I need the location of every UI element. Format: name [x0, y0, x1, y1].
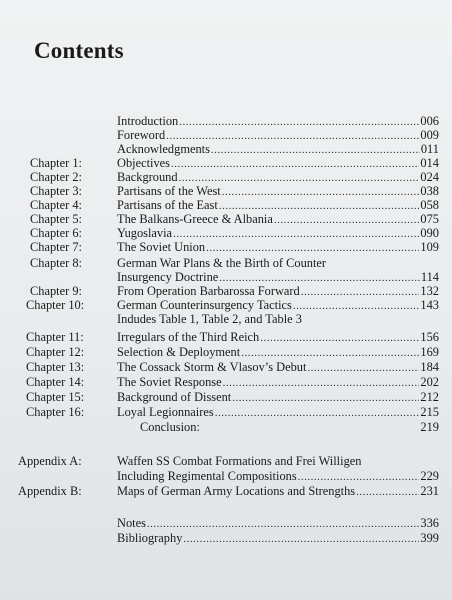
toc-page: 090 — [420, 226, 439, 240]
toc-title: Waffen SS Combat Formations and Frei Willigen — [117, 454, 362, 468]
toc-row-chapter — [0, 226, 452, 241]
chapter-label: Chapter 13: — [26, 360, 85, 374]
toc-title: Bibliography — [117, 531, 183, 545]
toc-title: Including Regimental Compositions — [117, 469, 297, 483]
toc-page: 229 — [420, 469, 439, 483]
toc-page: 336 — [420, 516, 439, 530]
appendix-label: Appendix A: — [18, 454, 82, 468]
toc-row-chapter — [0, 298, 452, 313]
toc-page: 212 — [420, 390, 439, 404]
chapter-label: Chapter 2: — [30, 170, 82, 184]
toc-row-foreword — [0, 128, 452, 143]
toc-title: Insurgency Doctrine — [117, 270, 219, 284]
toc-row-chapter — [0, 360, 452, 375]
toc-page: 156 — [420, 330, 439, 344]
toc-title: German War Plans & the Birth of Counter — [117, 256, 327, 270]
toc-title: German Counterinsurgency Tactics — [117, 298, 292, 312]
toc-title: Acknowledgments — [117, 142, 210, 156]
chapter-label: Chapter 8: — [30, 256, 82, 270]
toc-page: 006 — [420, 114, 439, 128]
toc-page: 058 — [420, 198, 439, 212]
toc-title: Objectives — [117, 156, 170, 170]
toc-title: The Soviet Union — [117, 240, 206, 254]
appendix-label: Appendix B: — [18, 484, 82, 498]
toc-page: 169 — [420, 345, 439, 359]
toc-title: The Balkans-Greece & Albania — [117, 212, 273, 226]
toc-title: The Soviet Response — [117, 375, 222, 389]
toc-row-chapter — [0, 375, 452, 390]
toc-title: Partisans of the East — [117, 198, 218, 212]
toc-row-chapter — [0, 284, 452, 299]
toc-row-bibliography — [0, 531, 452, 546]
toc-page: 011 — [420, 142, 439, 156]
toc-title: Conclusion: — [140, 420, 200, 434]
toc-title: Maps of German Army Locations and Strengths — [117, 484, 356, 498]
chapter-label: Chapter 1: — [30, 156, 82, 170]
toc-page: 024 — [420, 170, 439, 184]
toc-row-appendix-continued — [0, 469, 452, 484]
page-title: Contents — [34, 38, 124, 63]
toc-title: Loyal Legionnaires — [117, 405, 214, 419]
toc-row-note — [0, 312, 452, 327]
chapter-label: Chapter 3: — [30, 184, 82, 198]
toc-row-chapter — [0, 184, 452, 199]
toc-page: 132 — [420, 284, 439, 298]
toc-row-chapter — [0, 345, 452, 360]
toc-page: 014 — [420, 156, 439, 170]
toc-page: 399 — [420, 531, 439, 545]
toc-title: Introduction — [117, 114, 179, 128]
chapter-label: Chapter 5: — [30, 212, 82, 226]
toc-row-notes — [0, 516, 452, 531]
chapter-label: Chapter 9: — [30, 284, 82, 298]
chapter-label: Chapter 11: — [26, 330, 84, 344]
chapter-label: Chapter 6: — [30, 226, 82, 240]
toc-title: Yugoslavia — [117, 226, 173, 240]
toc-title: The Cossack Storm & Vlasov’s Debut — [117, 360, 307, 374]
chapter-label: Chapter 14: — [26, 375, 85, 389]
toc-title: From Operation Barbarossa Forward — [117, 284, 300, 298]
chapter-label: Chapter 16: — [26, 405, 85, 419]
toc-page: 202 — [420, 375, 439, 389]
toc-page: 075 — [420, 212, 439, 226]
toc-row-appendix — [0, 454, 452, 469]
toc-row-chapter — [0, 330, 452, 345]
toc-title: Foreword — [117, 128, 166, 142]
chapter-label: Chapter 10: — [26, 298, 85, 312]
toc-row-chapter — [0, 240, 452, 255]
toc-page: 231 — [420, 484, 439, 498]
toc-row-chapter — [0, 156, 452, 171]
toc-title: Background — [117, 170, 178, 184]
toc-page: 143 — [420, 298, 439, 312]
toc-row-chapter — [0, 212, 452, 227]
toc-row-chapter — [0, 390, 452, 405]
toc-row-chapter — [0, 405, 452, 420]
toc-page: 038 — [420, 184, 439, 198]
toc-title: Partisans of the West — [117, 184, 221, 198]
toc-row-chapter — [0, 256, 452, 271]
toc-title: Selection & Deployment — [117, 345, 241, 359]
chapter-label: Chapter 4: — [30, 198, 82, 212]
toc-row-chapter-continued — [0, 270, 452, 285]
toc-row-introduction — [0, 114, 452, 129]
chapter-label: Chapter 12: — [26, 345, 85, 359]
toc-page: 114 — [420, 270, 439, 284]
toc-title: Irregulars of the Third Reich — [117, 330, 260, 344]
toc-row-conclusion — [0, 420, 452, 435]
toc-page: 109 — [420, 240, 439, 254]
toc-title: Notes — [117, 516, 146, 530]
toc-note: Indudes Table 1, Table 2, and Table 3 — [117, 312, 302, 326]
toc-page: 009 — [420, 128, 439, 142]
toc-row-chapter — [0, 198, 452, 213]
chapter-label: Chapter 15: — [26, 390, 85, 404]
toc-page: 184 — [420, 360, 439, 374]
toc-title: Background of Dissent — [117, 390, 232, 404]
toc-page: 215 — [420, 405, 439, 419]
chapter-label: Chapter 7: — [30, 240, 82, 254]
toc-page: 219 — [420, 420, 439, 434]
toc-row-chapter — [0, 170, 452, 185]
toc-row-acknowledgments — [0, 142, 452, 157]
toc-row-appendix — [0, 484, 452, 499]
